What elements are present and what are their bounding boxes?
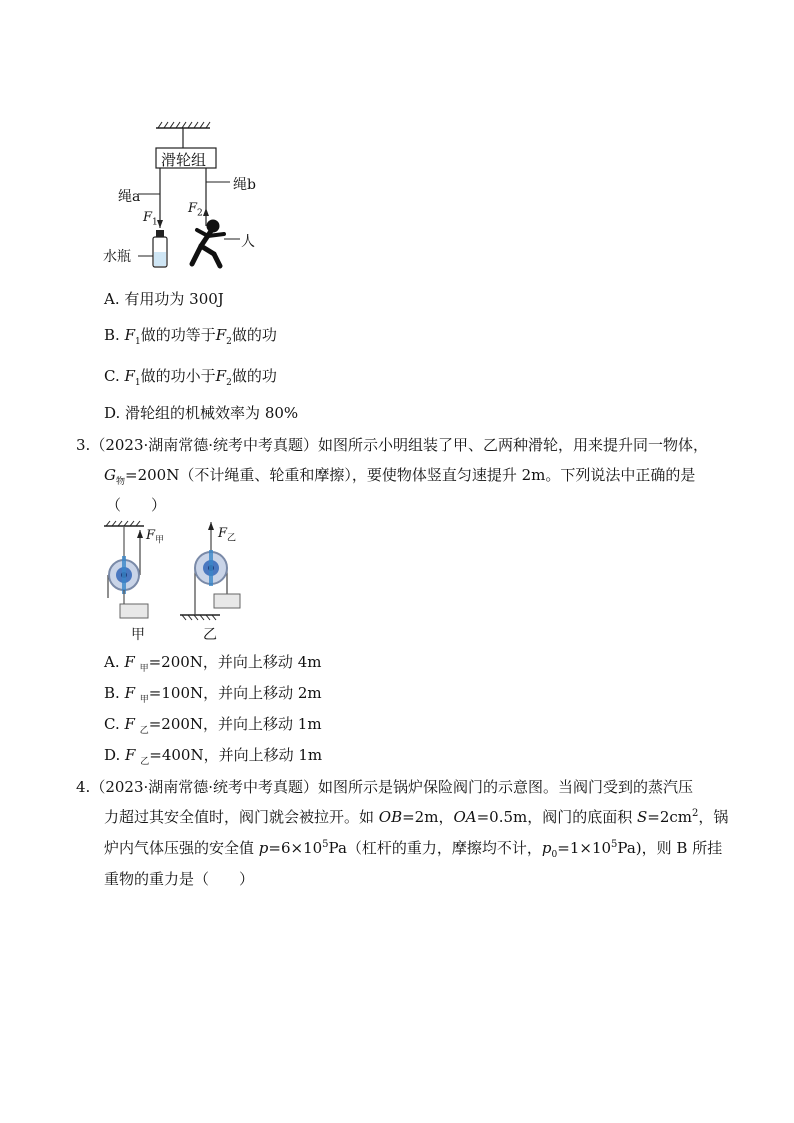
q4-line3: 炉内气体压强的安全值 $p=6\times 10^5Pa$（杠杆的重力，摩擦均不计，$p_0=1\times 10^5Pa$)，则 B 所挂 (104, 839, 723, 860)
force-arrow-b (208, 522, 214, 530)
person-label: 人 (241, 234, 255, 250)
q2-option-b[interactable]: B. $F_1$做的功等于$F_2$做的功 (104, 326, 277, 347)
rope-b-label: 绳b (233, 177, 256, 193)
bottle-label: 水瓶 (103, 249, 131, 265)
q4-line1: 4.（2023·湖南常德·统考中考真题）如图所示是锅炉保险阀门的示意图。当阀门受到的蒸汽压 (76, 778, 694, 796)
q3-line2: $G_物=200N$（不计绳重、轮重和摩擦），要使物体竖直匀速提升 2m。下列说法中正确的是 (104, 466, 696, 487)
q3-option-c[interactable]: C. F $_乙$=200N，并向上移动 1m (104, 715, 322, 736)
q2-option-c[interactable]: C. $F_1$做的功小于$F_2$做的功 (104, 367, 277, 388)
person-figure (192, 220, 224, 266)
option-letter: A. (104, 290, 120, 308)
force-arrow-a (137, 530, 143, 538)
force-label-a: $F_甲$ (146, 528, 165, 546)
weight-block-a (120, 604, 148, 618)
q3-option-d[interactable]: D. F $_乙$=400N，并向上移动 1m (104, 746, 323, 767)
q4-line2: 力超过其安全值时，阀门就会被拉开。如 OB=2m，OA=0.5m，阀门的底面积 $S=2cm^2$，锅 (104, 808, 729, 826)
rope-a-label: 绳a (118, 189, 141, 205)
q3-option-a[interactable]: A. F $_甲$=200N，并向上移动 4m (104, 653, 322, 674)
force2-arrow (203, 208, 209, 216)
weight-block-b (214, 594, 240, 608)
ceiling-hatch (158, 122, 210, 128)
pulley-box-label: 滑轮组 (161, 151, 207, 169)
figure-label-b: 乙 (203, 627, 217, 643)
q4-line4: 重物的重力是（ ） (104, 870, 255, 888)
q3-answer-blank: （ ） (106, 496, 167, 514)
q3-option-b[interactable]: B. F $_甲$=100N，并向上移动 2m (104, 684, 322, 705)
force1-arrow (157, 220, 163, 228)
force1-label: $F_1$ (143, 210, 158, 228)
q3-line1: 3.（2023·湖南常德·统考中考真题）如图所示小明组装了甲、乙两种滑轮，用来提升同一物体， (76, 436, 709, 454)
bottle-cap (156, 230, 164, 237)
force-label-b: $F_乙$ (218, 526, 237, 544)
bottle-water (154, 252, 166, 266)
figure-label-a: 甲 (131, 627, 145, 643)
q2-option-a[interactable]: A. 有用功为 300J (104, 290, 224, 308)
force2-label: $F_2$ (188, 201, 203, 219)
q2-option-d[interactable]: D. 滑轮组的机械效率为 80% (104, 404, 299, 422)
